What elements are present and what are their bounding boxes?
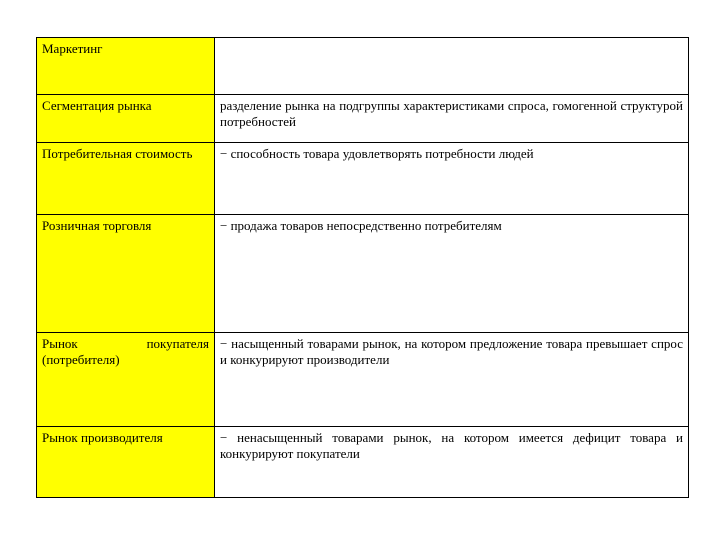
definition-cell: [215, 38, 689, 95]
definition-cell: − способность товара удовлетворять потребности людей: [215, 143, 689, 215]
term-cell: Розничная торговля: [37, 215, 215, 333]
table-row: [37, 38, 689, 95]
table-row: [37, 427, 689, 498]
definition-cell: разделение рынка на подгруппы характеристиками спроса, гомогенной структурой потребностей: [215, 95, 689, 143]
definition-cell: − насыщенный товарами рынок, на котором предложение товара превышает спрос и конкурируют производители: [215, 333, 689, 427]
term-cell: Потребительная стоимость: [37, 143, 215, 215]
definition-cell: − ненасыщенный товарами рынок, на котором имеется дефицит товара и конкурируют покупатели: [215, 427, 689, 498]
term-cell: Рынок производителя: [37, 427, 215, 498]
definition-cell: − продажа товаров непосредственно потребителям: [215, 215, 689, 333]
terms-table: [36, 37, 689, 498]
table-row: [37, 95, 689, 143]
table-row: [37, 333, 689, 427]
term-cell: Рынок покупателя (потребителя): [37, 333, 215, 427]
term-cell: Сегментация рынка: [37, 95, 215, 143]
table-row: [37, 143, 689, 215]
term-cell: Маркетинг: [37, 38, 215, 95]
table-row: [37, 215, 689, 333]
